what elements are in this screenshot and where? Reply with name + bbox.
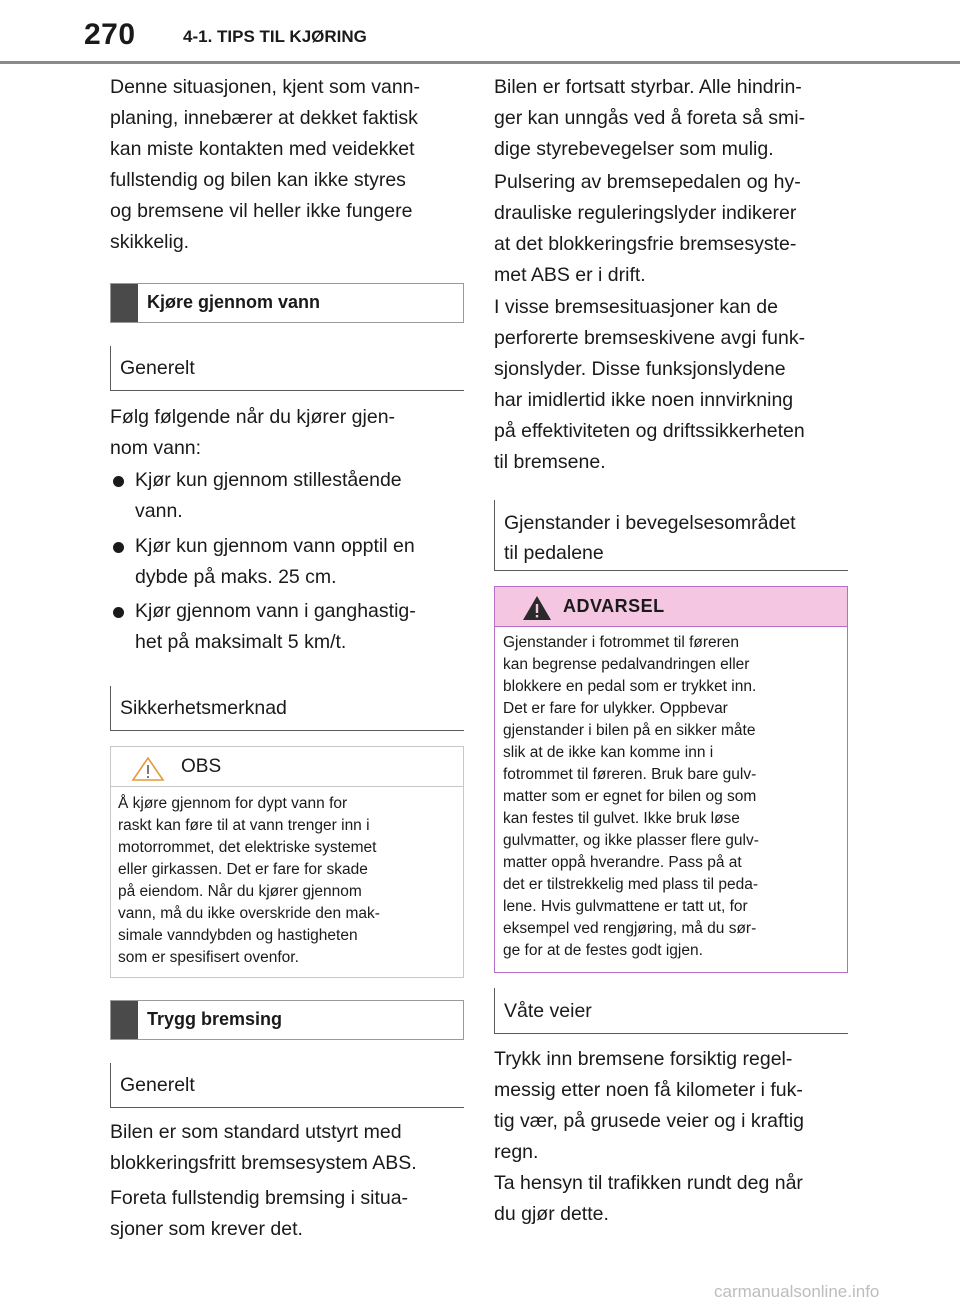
wet-roads-paragraph — [494, 1044, 804, 1168]
text-line: til bremsene. — [494, 451, 606, 473]
section-bar — [111, 284, 138, 322]
section-title: Trygg bremsing — [147, 1009, 283, 1029]
text-line: regn. — [494, 1141, 539, 1163]
text-line: perforerte bremseskivene avgi funk- — [494, 327, 806, 349]
text-line: lene. Hvis gulvmattene er tatt ut, for — [503, 898, 748, 915]
section-heading-braking — [110, 1000, 464, 1040]
text-line: har imidlertid ikke noen innvirkning — [494, 389, 794, 411]
text-line: Ta hensyn til trafikken rundt deg når — [494, 1172, 803, 1194]
text-line: simale vanndybden og hastigheten — [118, 927, 358, 944]
text-line: dige styrebevegelser som mulig. — [494, 138, 774, 160]
text-line: fotrommet til føreren. Bruk bare gulv- — [503, 766, 757, 783]
subhead-label: Sikkerhetsmerknad — [120, 697, 287, 719]
text-line: Bilen er fortsatt styrbar. Alle hindrin- — [494, 76, 802, 98]
full-braking-paragraph — [110, 1183, 408, 1245]
text-line: matter oppå hverandre. Pass på at — [503, 854, 742, 871]
subhead-label: Generelt — [120, 1074, 195, 1096]
text-line: planing, innebærer at dekket faktisk — [110, 107, 418, 129]
text-line: Kjør kun gjennom stillestående — [135, 469, 402, 491]
text-line: met ABS er i drift. — [494, 264, 646, 286]
notice-header — [111, 747, 463, 787]
subhead-label — [504, 508, 796, 568]
subhead-general-2 — [110, 1063, 464, 1108]
caution-triangle-icon — [131, 756, 165, 782]
text-line: Trykk inn bremsene forsiktig regel- — [494, 1048, 793, 1070]
text-line: I visse bremsesituasjoner kan de — [494, 296, 778, 318]
notice-box — [110, 746, 464, 978]
subhead-label: Generelt — [120, 357, 195, 379]
text-line: slik at de ikke kan komme inn i — [503, 744, 714, 761]
text-line: ger kan unngås ved å foreta så smi- — [494, 107, 806, 129]
section-title: Kjøre gjennom vann — [147, 292, 321, 312]
header-rule — [0, 61, 960, 64]
warning-box — [494, 586, 848, 973]
text-line: raskt kan føre til at vann trenger inn i — [118, 817, 370, 834]
notice-body — [118, 793, 380, 969]
text-line: vann. — [135, 500, 183, 522]
intro-paragraph — [110, 72, 420, 258]
text-line: gulvmatter, og ikke plasser flere gulv- — [503, 832, 759, 849]
subhead-general-1 — [110, 346, 464, 391]
text-line: eller girkassen. Det er fare for skade — [118, 861, 368, 878]
list-item — [135, 531, 415, 593]
text-line: het på maksimalt 5 km/t. — [135, 631, 347, 653]
section-heading-water — [110, 283, 464, 323]
bullet-dot — [113, 542, 124, 553]
water-lead-paragraph — [110, 402, 395, 464]
warning-body — [503, 632, 759, 962]
steering-paragraph — [494, 72, 805, 165]
subhead-safety — [110, 686, 464, 731]
text-line: til pedalene — [504, 542, 604, 564]
subhead-label: Våte veier — [504, 1000, 592, 1022]
text-line: Kjør gjennom vann i ganghastig- — [135, 600, 416, 622]
text-line: eksempel ved rengjøring, må du sør- — [503, 920, 757, 937]
watermark: carmanualsonline.info — [714, 1282, 880, 1301]
brake-noise-paragraph — [494, 292, 805, 478]
chapter-title: 4-1. TIPS TIL KJØRING — [183, 27, 367, 46]
text-line: at det blokkeringsfrie bremsesyste- — [494, 233, 797, 255]
text-line: det er tilstrekkelig med plass til peda- — [503, 876, 759, 893]
text-line: gjenstander i bilen på en sikker måte — [503, 722, 756, 739]
text-line: Gjenstander i bevegelsesområdet — [504, 512, 796, 534]
list-item — [135, 465, 402, 527]
text-line: Å kjøre gjennom for dypt vann for — [118, 795, 348, 812]
page-header — [0, 0, 960, 64]
text-line: Pulsering av bremsepedalen og hy- — [494, 171, 801, 193]
text-line: Gjenstander i fotrommet til føreren — [503, 634, 740, 651]
warning-header — [495, 587, 847, 627]
text-line: blokkere en pedal som er trykket inn. — [503, 678, 757, 695]
warning-title: ADVARSEL — [563, 596, 665, 616]
text-line: sjoner som krever det. — [110, 1218, 303, 1240]
text-line: du gjør dette. — [494, 1203, 609, 1225]
text-line: vann, må du ikke overskride den mak- — [118, 905, 380, 922]
text-line: messig etter noen få kilometer i fuk- — [494, 1079, 803, 1101]
section-bar — [111, 1001, 138, 1039]
pulsation-paragraph — [494, 167, 801, 291]
text-line: Foreta fullstendig bremsing i situa- — [110, 1187, 409, 1209]
text-line: motorrommet, det elektriske systemet — [118, 839, 377, 856]
text-line: fullstendig og bilen kan ikke styres — [110, 169, 406, 191]
text-line: på effektiviteten og driftssikkerheten — [494, 420, 805, 442]
text-line: dybde på maks. 25 cm. — [135, 566, 337, 588]
text-line: Bilen er som standard utstyrt med — [110, 1121, 402, 1143]
text-line: kan festes til gulvet. Ikke bruk løse — [503, 810, 740, 827]
text-line: skikkelig. — [110, 231, 190, 253]
page-number: 270 — [84, 18, 136, 51]
traffic-paragraph — [494, 1168, 803, 1230]
text-line: Kjør kun gjennom vann opptil en — [135, 535, 415, 557]
text-line: ge for at de festes godt igjen. — [503, 942, 703, 959]
text-line: kan miste kontakten med veidekket — [110, 138, 415, 160]
text-line: som er spesifisert ovenfor. — [118, 949, 299, 966]
text-line: Denne situasjonen, kjent som vann- — [110, 76, 421, 98]
bullet-dot — [113, 476, 124, 487]
text-line: sjonslyder. Disse funksjonslydene — [494, 358, 786, 380]
text-line: blokkeringsfritt bremsesystem ABS. — [110, 1152, 417, 1174]
text-line: nom vann: — [110, 437, 202, 459]
text-line: på eiendom. Når du kjører gjennom — [118, 883, 362, 900]
text-line: Følg følgende når du kjører gjen- — [110, 406, 396, 428]
abs-paragraph — [110, 1117, 417, 1179]
text-line: kan begrense pedalvandringen eller — [503, 656, 750, 673]
list-item — [135, 596, 416, 658]
text-line: drauliske reguleringslyder indikerer — [494, 202, 797, 224]
text-line: Det er fare for ulykker. Oppbevar — [503, 700, 728, 717]
notice-title: OBS — [181, 756, 222, 777]
text-line: tig vær, på grusede veier og i kraftig — [494, 1110, 804, 1132]
subhead-wet-roads — [494, 988, 848, 1034]
subhead-pedals — [494, 500, 848, 571]
warning-triangle-icon — [522, 595, 552, 621]
bullet-dot — [113, 607, 124, 618]
text-line: matter som er egnet for bilen og som — [503, 788, 757, 805]
text-line: og bremsene vil heller ikke fungere — [110, 200, 413, 222]
